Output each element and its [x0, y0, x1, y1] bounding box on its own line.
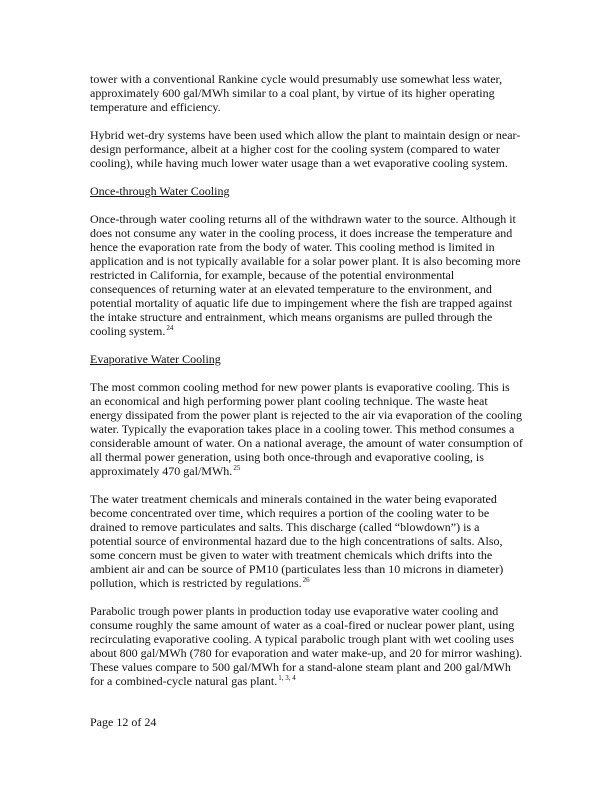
paragraph-blowdown: The water treatment chemicals and minerals contained in the water being evaporated become concentrated over time, which requires a portion of the cooling water to be drained to remove particulates and salts. This discharge (called “blowdown”) is a potential source of environmental hazard due to the high concentrations of salts. Also, some concern must be given to water with treatment chemicals which drifts into the ambient air and can be source of PM10 (particulates less than 10 microns in diameter) pollution, which is restricted by regulations.$^{26}$ [90, 492, 504, 590]
heading-evaporative: Evaporative Water Cooling [90, 352, 221, 366]
paragraph-tower-water: tower with a conventional Rankine cycle would presumably use somewhat less water, approximately 600 gal/MWh similar to a coal plant, by virtue of its higher operating temperature and efficiency. [90, 72, 503, 114]
paragraph-hybrid-systems: Hybrid wet-dry systems have been used which allow the plant to maintain design or near-design performance, albeit at a higher cost for the cooling system (compared to water cooling), while having much lower water usage than a wet evaporative cooling system. [90, 128, 521, 170]
footnote-ref: 1, 3, 4 [278, 674, 296, 682]
footnote-ref: 25 [233, 464, 241, 472]
paragraph-evaporative-intro: The most common cooling method for new power plants is evaporative cooling. This is an economical and high performing power plant cooling technique. The waste heat energy dissipated from the power plant is rejected to the air via evaporation of the cooling water. Typically the evaporation takes place in a cooling tower. This method consumes a considerable amount of water. On a national average, the amount of water consumption of all thermal power generation, using both once-through and evaporative cooling, is approximately 470 gal/MWh.$^{25}$ [90, 380, 523, 478]
document-body [90, 72, 523, 702]
paragraph-once-through: Once-through water cooling returns all of the withdrawn water to the source. Although it does not consume any water in the cooling process, it does increase the temperature and hence the evaporation rate from the body of water. This cooling method is limited in application and is not typically available for a solar power plant. It is also becoming more restricted in California, for example, because of the potential environmental consequences of returning water at an elevated temperature to the environment, and potential mortality of aquatic life due to impingement where the fish are trapped against the intake structure and entrainment, which means organisms are pulled through the cooling system.$^{24}$ [90, 212, 521, 338]
footnote-ref: 26 [302, 576, 310, 584]
page-number: Page 12 of 24 [90, 715, 157, 729]
paragraph-parabolic-trough: Parabolic trough power plants in production today use evaporative water cooling and consume roughly the same amount of water as a coal-fired or nuclear power plant, using recirculating evaporative cooling. A typical parabolic trough plant with wet cooling uses about 800 gal/MWh (780 for evaporation and water make-up, and 20 for mirror washing). These values compare to 500 gal/MWh for a stand-alone steam plant and 200 gal/MWh for a combined-cycle natural gas plant.$^{1, 3, 4}$ [90, 604, 523, 688]
heading-once-through: Once-through Water Cooling [90, 184, 230, 198]
footnote-ref: 24 [166, 324, 174, 332]
